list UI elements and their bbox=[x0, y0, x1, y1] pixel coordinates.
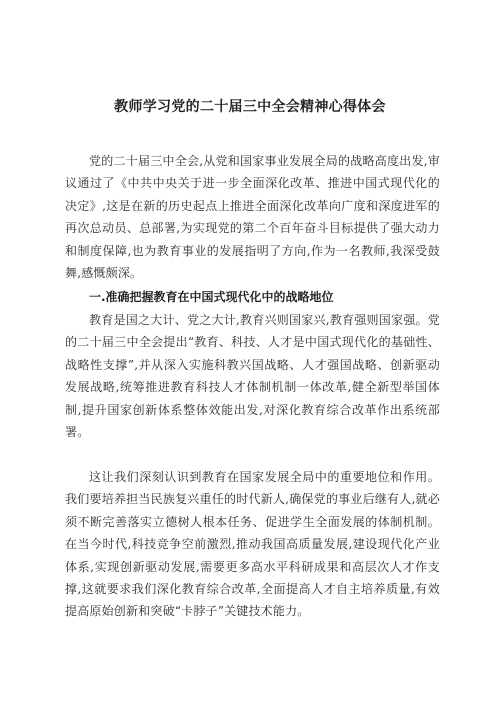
section-paragraph: 这让我们深刻认识到教育在国家发展全局中的重要地位和作用。我们要培养担当民族复兴重任的时代新人,确保党的事业后继有人,就必须不断完善落实立德树人根本任务、促进学生全面发展的体制机制。在当今时代,科技竞争空前激烈,推动我国高质量发展,建设现代化产业体系,实现创新驱动发展,需要更多高水平科研成果和高层次人才作支撑,这就要求我们深化教育综合改革,全面提高人才自主培养质量,有效提高原始创新和突破“卡脖子”关键技术能力。 bbox=[65, 470, 440, 619]
document-title: 教师学习党的二十届三中全会精神心得体会 bbox=[114, 99, 386, 115]
intro-paragraph: 党的二十届三中全会,从党和国家事业发展全局的战略高度出发,审议通过了《中共中央关于进一步全面深化改革、推进中国式现代化的决定》,这是在新的历史起点上推进全面深化改革向广度和深度进军的再次总动员、总部署,为实现党的第二个百年奋斗目标提供了强大动力和制度保障,也为教育事业的发展指明了方向,作为一名教师,我深受鼓舞,感慨颇深。 bbox=[65, 154, 440, 281]
section-heading: 一.准确把握教育在中国式现代化中的战略地位 bbox=[89, 290, 334, 304]
section-paragraph: 教育是国之大计、党之大计,教育兴则国家兴,教育强则国家强。党的二十届三中全会提出“教育、科技、人才是中国式现代化的基础性、战略性支撑”,并从深入实施科教兴国战略、人才强国战略、创新驱动发展战略,统筹推进教育科技人才体制机制一体改革,健全新型举国体制,提升国家创新体系整体效能出发,对深化教育综合改革作出系统部署。 bbox=[65, 313, 440, 440]
